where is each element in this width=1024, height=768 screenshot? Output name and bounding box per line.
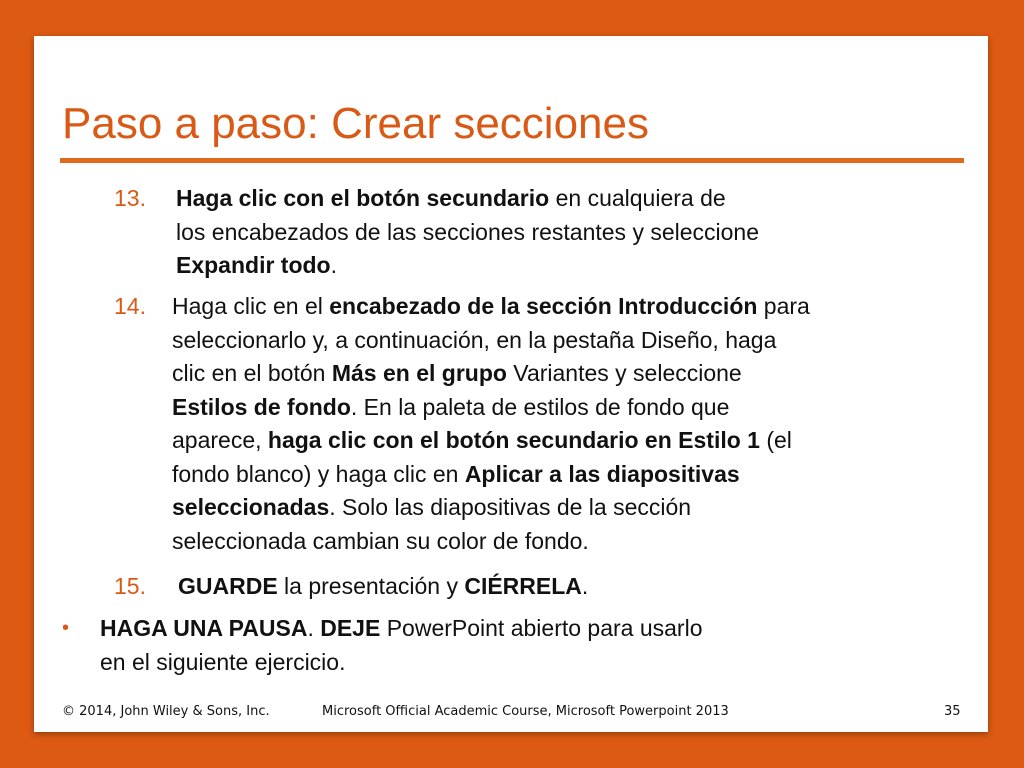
text-run: . [330,252,338,278]
text-run: Haga clic en el [172,293,330,319]
text-run: aparece, [172,427,268,453]
text-line [176,216,972,250]
step-13 [114,182,972,283]
text-run: en cualquiera de [549,185,726,211]
step-text [172,182,972,283]
text-run: la presentación y [277,573,465,599]
text-line [176,249,972,283]
step-text [172,570,972,604]
text-run: en el siguiente ejercicio. [100,648,346,675]
text-line [178,570,972,604]
text-run: clic en el botón [172,360,332,386]
bold-run: Más en el grupo [331,360,507,386]
text-run: . En la paleta de estilos de fondo que [350,393,730,420]
step-number: 13. [114,185,146,211]
text-run: PowerPoint abierto para usarlo [380,615,703,641]
step-number: 15. [114,573,146,599]
footer-page-number: 35 [944,704,961,719]
text-line [172,357,972,391]
text-line [172,491,972,525]
text-line [172,290,972,324]
bullet-text [100,612,920,679]
text-line [100,612,920,646]
text-run: . [307,615,321,641]
step-15 [114,570,972,604]
footer-copyright: © 2014, John Wiley & Sons, Inc. [62,704,270,719]
text-line [176,182,972,216]
bold-run: Aplicar a las diapositivas [464,460,740,487]
bold-run: Estilos de fondo [172,393,351,420]
text-run: (el [759,427,792,453]
text-run: . Solo las diapositivas de la sección [329,494,692,520]
bold-run: GUARDE [178,573,278,599]
text-line [100,646,920,680]
text-run: los encabezados de las secciones restantes y seleccione [176,218,760,245]
bold-run: encabezado de la sección Introducción [329,293,758,319]
bullet-icon: • [62,617,70,639]
text-line [172,525,972,559]
bold-run: HAGA UNA PAUSA [100,615,308,641]
text-line [172,458,972,492]
text-line [172,324,972,358]
text-run: fondo blanco) y haga clic en [172,460,465,487]
text-run: Variantes y seleccione [506,360,742,386]
bold-run: Expandir todo [176,252,331,278]
slide-body [34,36,988,732]
step-text [172,290,972,558]
step-number: 14. [114,293,146,319]
text-line [172,391,972,425]
step-14 [114,290,972,558]
bold-run: DEJE [320,615,381,641]
text-line [172,424,972,458]
bullet-item [62,612,920,679]
footer-course: Microsoft Official Academic Course, Microsoft Powerpoint 2013 [322,704,729,719]
slide-title: Paso a paso: Crear secciones [62,99,649,148]
text-run: para [757,293,810,319]
slide [34,36,988,732]
text-run: seleccionada cambian su color de fondo. [172,527,589,554]
bold-run: Haga clic con el botón secundario [176,185,550,211]
text-run: seleccionarlo y, a continuación, en la pestaña Diseño, haga [172,326,777,353]
bold-run: seleccionadas [172,494,330,520]
bold-run: haga clic con el botón secundario en Estilo 1 [267,427,760,453]
text-run: . [581,573,589,599]
bold-run: CIÉRRELA [464,573,582,599]
